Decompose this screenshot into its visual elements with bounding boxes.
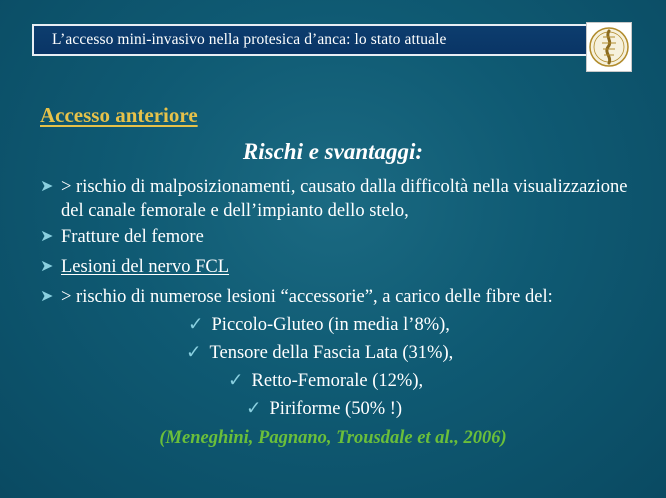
slide-title: L’accesso mini-invasivo nella protesica d’anca: lo stato attuale bbox=[52, 31, 447, 48]
arrow-bullet-icon: ➤ bbox=[40, 228, 54, 245]
bullet-text: > rischio di numerose lesioni “accessorie”, a carico delle fibre del: bbox=[61, 287, 553, 307]
check-text: Piriforme (50% !) bbox=[269, 399, 403, 419]
title-bar bbox=[32, 24, 600, 56]
check-icon: ✓ bbox=[186, 343, 202, 363]
subheading: Rischi e svantaggi: bbox=[242, 139, 424, 164]
bullet-item bbox=[40, 285, 640, 309]
arrow-bullet-icon: ➤ bbox=[40, 288, 54, 305]
bullet-item bbox=[40, 175, 640, 223]
bullet-text: Fratture del femore bbox=[61, 227, 204, 247]
check-item bbox=[246, 398, 402, 420]
check-icon: ✓ bbox=[246, 399, 262, 419]
check-text: Retto-Femorale (12%), bbox=[251, 371, 424, 391]
arrow-bullet-icon: ➤ bbox=[40, 258, 54, 275]
arrow-bullet-icon: ➤ bbox=[40, 178, 54, 195]
check-text: Tensore della Fascia Lata (31%), bbox=[209, 343, 454, 363]
citation: (Meneghini, Pagnano, Trousdale et al., 2006) bbox=[159, 428, 507, 448]
check-item bbox=[228, 370, 423, 392]
section-heading: Accesso anteriore bbox=[40, 103, 198, 127]
bullet-text: Lesioni del nervo FCL bbox=[61, 257, 230, 277]
check-icon: ✓ bbox=[228, 371, 244, 391]
check-icon: ✓ bbox=[188, 315, 204, 335]
check-item bbox=[186, 342, 453, 364]
check-text: Piccolo-Gluteo (in media l’8%), bbox=[211, 315, 450, 335]
check-item bbox=[188, 314, 450, 336]
bullet-item bbox=[40, 225, 640, 249]
bullet-item bbox=[40, 255, 640, 279]
spine-logo-icon bbox=[586, 22, 632, 72]
bullet-text: > rischio di malposizionamenti, causato dalla difficoltà nella visualizzazione del canale femorale e dell’impianto dello stelo, bbox=[61, 177, 628, 221]
